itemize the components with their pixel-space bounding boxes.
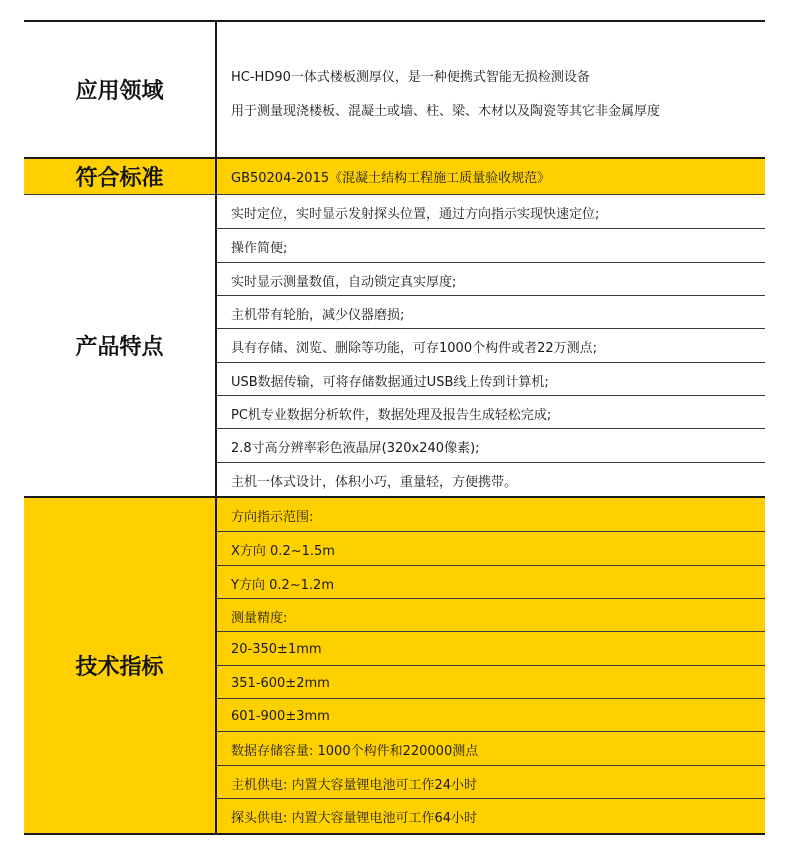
- application-line-2: 用于测量现浇楼板、混凝土或墙、柱、梁、木材以及陶瓷等其它非金属厚度: [231, 104, 661, 119]
- feature-item: 操作简便;: [231, 240, 288, 256]
- feature-item: 实时定位，实时显示发射探头位置，通过方向指示实现快速定位;: [231, 206, 600, 222]
- spec-item: Y方向 0.2~1.2m: [231, 577, 334, 593]
- spec-item: 20-350±1mm: [231, 641, 322, 657]
- spec-item: X方向 0.2~1.5m: [231, 543, 335, 559]
- application-line-1: HC-HD90一体式楼板测厚仪，是一种便携式智能无损检测设备: [231, 70, 590, 85]
- application-section: [24, 22, 765, 157]
- spec-item: 主机供电: 内置大容量锂电池可工作24小时: [231, 777, 478, 793]
- standard-section: [24, 159, 765, 194]
- feature-item: 具有存储、浏览、删除等功能，可存1000个构件或者22万测点;: [231, 340, 598, 356]
- feature-item: PC机专业数据分析软件，数据处理及报告生成轻松完成;: [231, 407, 552, 423]
- feature-item: 2.8寸高分辨率彩色液晶屏(320x240像素);: [231, 440, 480, 456]
- features-section: [24, 195, 765, 496]
- feature-item: 实时显示测量数值，自动锁定真实厚度;: [231, 274, 457, 290]
- standard-label: 符合标准: [75, 166, 164, 191]
- feature-item: 主机带有轮胎，减少仪器磨损;: [231, 307, 405, 323]
- bottom-border: [24, 833, 765, 835]
- spec-item: 方向指示范围:: [231, 509, 314, 525]
- specs-label: 技术指标: [75, 655, 164, 680]
- features-label: 产品特点: [75, 335, 164, 360]
- spec-sheet: [24, 20, 765, 835]
- feature-item: 主机一体式设计，体积小巧，重量轻，方便携带。: [231, 474, 518, 490]
- standard-value: GB50204-2015《混凝土结构工程施工质量验收规范》: [231, 171, 551, 186]
- feature-item: USB数据传输，可将存储数据通过USB线上传到计算机;: [231, 374, 549, 390]
- spec-item: 数据存储容量: 1000个构件和220000测点: [231, 743, 479, 759]
- spec-item: 探头供电: 内置大容量锂电池可工作64小时: [231, 810, 478, 826]
- application-label: 应用领域: [75, 79, 164, 104]
- spec-item: 351-600±2mm: [231, 675, 330, 691]
- spec-item: 601-900±3mm: [231, 708, 330, 724]
- application-content: [217, 22, 765, 157]
- spec-item: 测量精度:: [231, 610, 288, 626]
- specs-section: [24, 498, 765, 833]
